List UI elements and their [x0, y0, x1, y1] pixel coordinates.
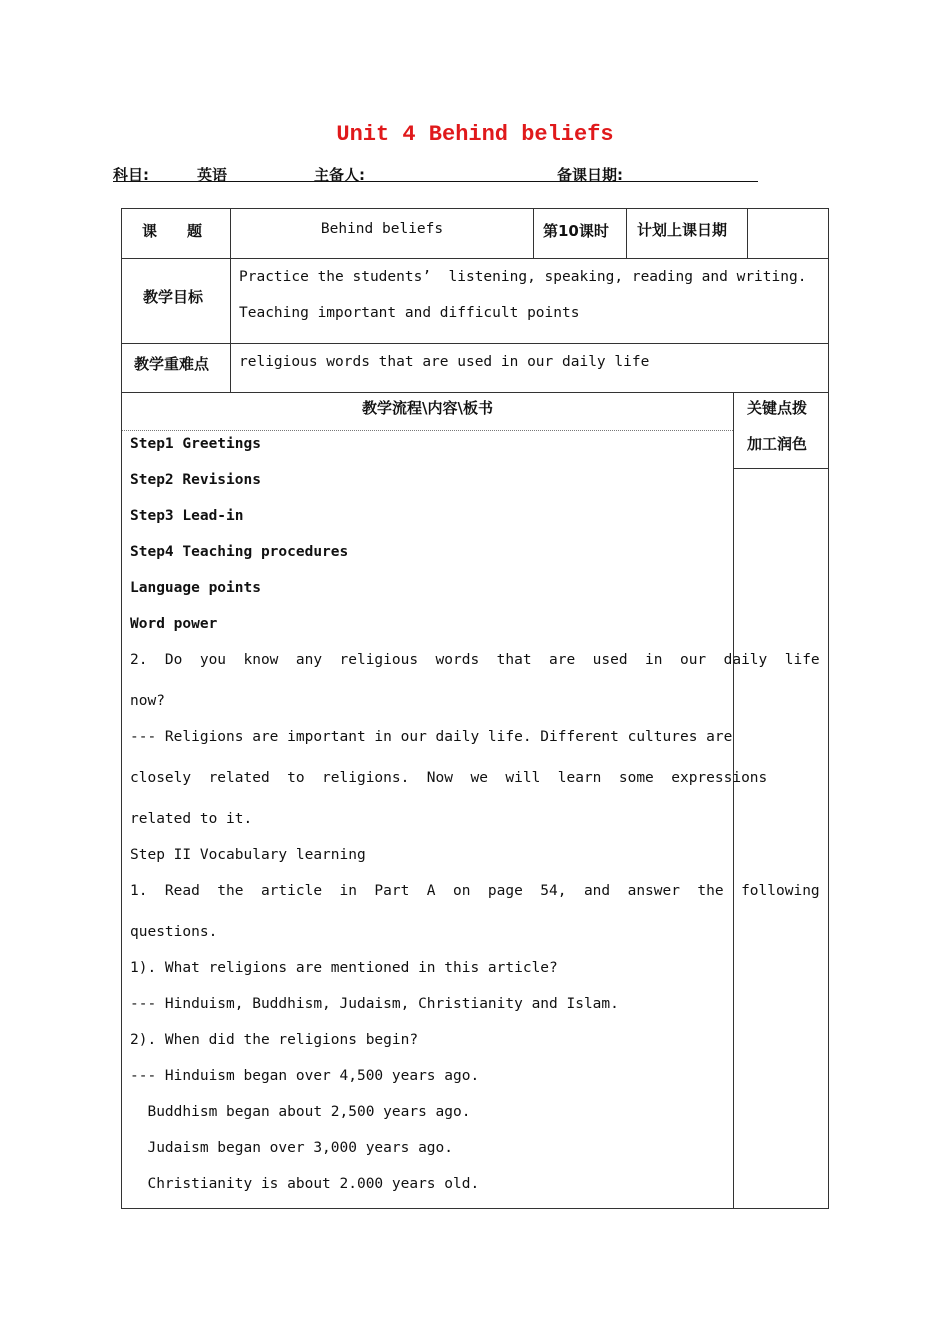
plan-date-label: 计划上课日期	[637, 221, 728, 239]
preparer-label: 主备人:	[314, 166, 365, 184]
language-points: Language points	[130, 580, 261, 596]
key-points-label: 教学重难点	[134, 355, 210, 373]
answer-religions-line-3: related to it.	[130, 811, 253, 827]
process-header-divider	[122, 430, 733, 431]
goal-line-1: Practice the students’ listening, speaking, reading and writing.	[239, 269, 807, 285]
plan-date-value-cell	[747, 208, 829, 259]
answer-religions-line-1: --- Religions are important in our daily life. Different cultures are	[130, 729, 733, 745]
read-instruction-line-2: questions.	[130, 924, 218, 940]
step-lead-in: Step3 Lead-in	[130, 508, 244, 524]
question-1: 1). What religions are mentioned in this article?	[130, 960, 558, 976]
step-revisions: Step2 Revisions	[130, 472, 261, 488]
read-instruction-line-1: 1. Read the article in Part A on page 54, and answer the following	[130, 883, 820, 899]
question-religious-words-line-1: 2. Do you know any religious words that are used in our daily life	[130, 652, 820, 668]
topic-value: Behind beliefs	[320, 221, 444, 237]
subject-value: 英语	[197, 166, 228, 184]
meta-underline	[113, 181, 758, 182]
question-religious-words-line-2: now?	[130, 693, 165, 709]
goal-line-2: Teaching important and difficult points	[239, 305, 580, 321]
answer-2-christianity: Christianity is about 2.000 years old.	[130, 1176, 480, 1192]
side-header-polish: 加工润色	[747, 435, 808, 453]
question-2: 2). When did the religions begin?	[130, 1032, 419, 1048]
goal-label: 教学目标	[143, 288, 204, 306]
lesson-number: 第10课时	[543, 222, 609, 240]
side-header-key-tips: 关键点拨	[747, 399, 808, 417]
answer-2-hinduism: --- Hinduism began over 4,500 years ago.	[130, 1068, 480, 1084]
key-points-value: religious words that are used in our daily life	[239, 354, 650, 370]
answer-1: --- Hinduism, Buddhism, Judaism, Christianity and Islam.	[130, 996, 619, 1012]
step-greetings: Step1 Greetings	[130, 436, 261, 452]
word-power: Word power	[130, 616, 218, 632]
answer-2-judaism: Judaism began over 3,000 years ago.	[130, 1140, 454, 1156]
process-header: 教学流程\内容\板书	[362, 399, 493, 417]
page-title: Unit 4 Behind beliefs	[336, 122, 614, 147]
subject-label: 科目:	[113, 166, 149, 184]
side-notes-cell	[733, 468, 829, 1209]
step-teaching-procedures: Step4 Teaching procedures	[130, 544, 349, 560]
date-label: 备课日期:	[557, 166, 623, 184]
answer-2-buddhism: Buddhism began about 2,500 years ago.	[130, 1104, 471, 1120]
answer-religions-line-2: closely related to religions. Now we will learn some expressions	[130, 770, 768, 786]
topic-label: 课 题	[142, 222, 203, 240]
vocabulary-learning-title: Step II Vocabulary learning	[130, 847, 366, 863]
